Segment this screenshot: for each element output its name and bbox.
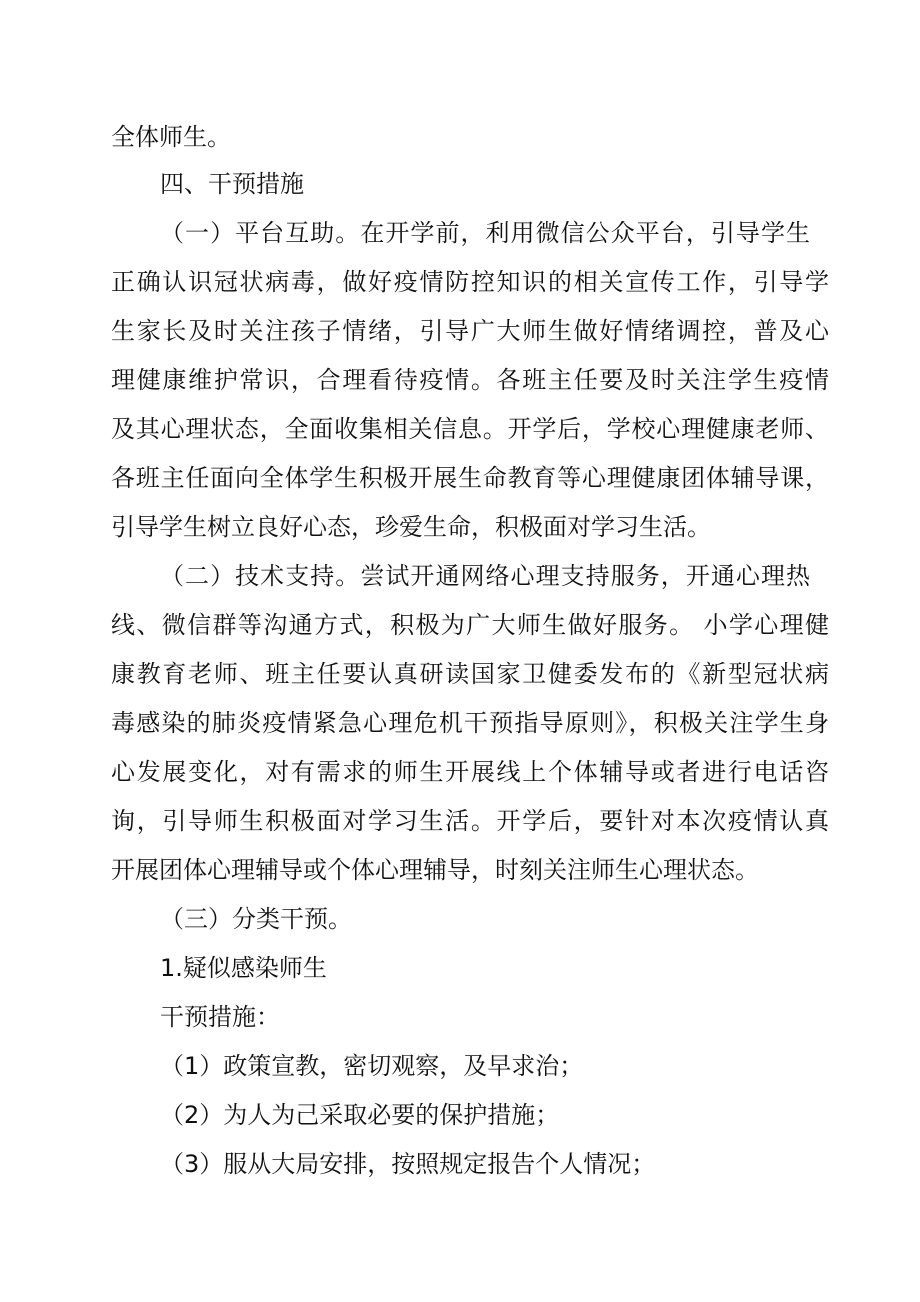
text-line-18: 干预措施：: [160, 1003, 280, 1031]
list-item-2: （2）为人为己采取必要的保护措施；: [160, 1101, 560, 1129]
text-line-5: 理健康维护常识，合理看待疫情。各班主任要及时关注学生疫情: [111, 366, 829, 394]
text-line-13: 心发展变化，对有需求的师生开展线上个体辅导或者进行电话咨: [111, 758, 829, 786]
section-heading-4: 四、干预措施: [160, 170, 304, 198]
text-line-7: 各班主任面向全体学生积极开展生命教育等心理健康团体辅导课，: [111, 464, 829, 492]
text-line-8: 引导学生树立良好心态，珍爱生命，积极面对学习生活。: [111, 513, 711, 541]
subsection-heading-2: （二）技术支持。尝试开通网络心理支持服务，开通心理热: [160, 562, 810, 590]
list-item-3: （3）服从大局安排，按照规定报告个人情况；: [160, 1150, 656, 1178]
text-line-11: 康教育老师、班主任要认真研读国家卫健委发布的《新型冠状病: [111, 660, 829, 688]
text-line-15: 开展团体心理辅导或个体心理辅导，时刻关注师生心理状态。: [111, 856, 759, 884]
subsection-heading-3: （三）分类干预。: [160, 905, 352, 933]
subsection-heading-1: （一）平台互助。在开学前，利用微信公众平台，引导学生: [160, 219, 810, 247]
list-item-1: （1）政策宣教，密切观察，及早求治；: [160, 1052, 584, 1080]
text-line-14: 询，引导师生积极面对学习生活。开学后，要针对本次疫情认真: [111, 807, 829, 835]
text-line-4: 生家长及时关注孩子情绪，引导广大师生做好情绪调控，普及心: [111, 317, 829, 345]
text-line-1: 全体师生。: [111, 123, 231, 151]
text-line-3: 正确认识冠状病毒，做好疫情防控知识的相关宣传工作，引导学: [111, 268, 829, 296]
list-heading-1: 1.疑似感染师生: [160, 954, 327, 982]
text-line-12: 毒感染的肺炎疫情紧急心理危机干预指导原则》，积极关注学生身: [111, 709, 829, 737]
text-line-10: 线、微信群等沟通方式，积极为广大师生做好服务。 小学心理健: [111, 611, 829, 639]
text-line-6: 及其心理状态，全面收集相关信息。开学后，学校心理健康老师、: [111, 415, 829, 443]
